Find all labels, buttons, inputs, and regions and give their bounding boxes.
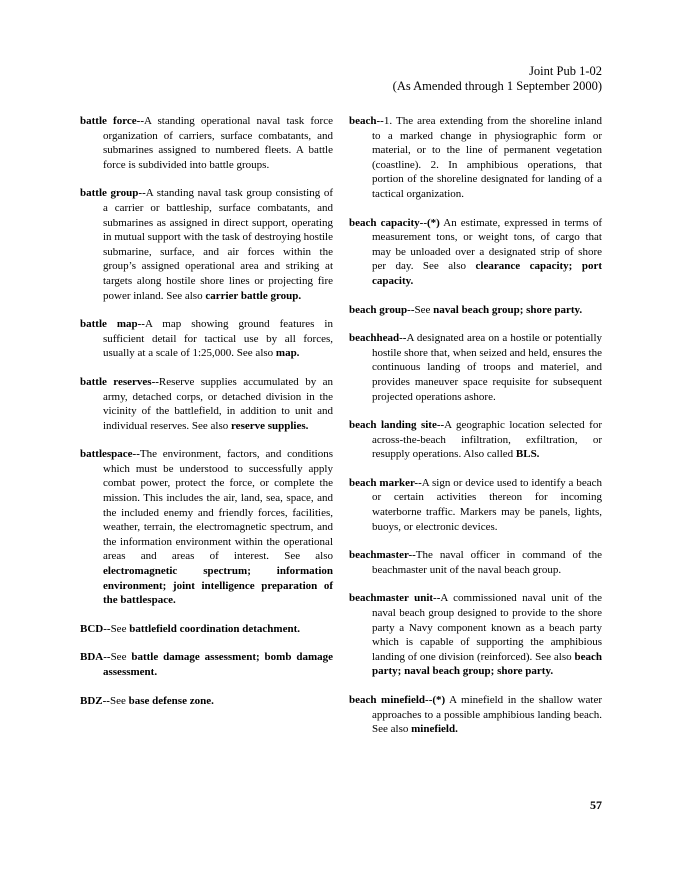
- entry-definition-text: 1. The area extending from the shoreline inland to a marked change in physiographic form or material, or to the line of permanent vegetation (coastline). 2. In amphibious operations, that portion of the shoreline designated for landing of a tactical organization.: [372, 115, 602, 200]
- entry-definition-text: A sign or device used to identify a beach or certain activities thereon for incoming waterborne traffic. Markers may be panels, lights, buoys, or electronic devices.: [372, 476, 602, 533]
- entry-term: battlespace--: [80, 448, 140, 461]
- entry-definition-text: An estimate, expressed in terms of measurement tons, or weight tons, of cargo that may be unloaded over a designated strip of shore per day. See also: [372, 216, 602, 273]
- glossary-entry: [349, 693, 602, 737]
- glossary-entry: [349, 114, 602, 202]
- glossary-entry: [349, 548, 602, 577]
- entry-term: BCD--: [80, 622, 111, 635]
- entry-term: BDA--: [80, 651, 111, 664]
- glossary-entry: [349, 476, 602, 534]
- entry-term: battle reserves--: [80, 375, 159, 388]
- entry-cross-reference: beach party; naval beach group; shore party.: [372, 650, 602, 678]
- glossary-entry: [349, 331, 602, 404]
- entry-definition-text: A designated area on a hostile or potentially hostile shore that, when seized and held, ensures the continuous landing of troops and materiel, and provides maneuver space requisite for subsequent projected operations ashore.: [372, 332, 602, 403]
- entry-term: battle map--: [80, 318, 145, 331]
- entry-definition-text: Reserve supplies accumulated by an army, detached corps, or detached division in the vicinity of the battlefield, in addition to unit and individual reserves. See also: [103, 375, 334, 432]
- entry-definition-text: A geographic location selected for across-the-beach infiltration, exfiltration, or resupply operations. Also called: [372, 419, 602, 461]
- glossary-entry: [349, 216, 602, 289]
- entry-definition-text: See: [109, 694, 129, 707]
- entry-term: beach group--: [349, 303, 415, 316]
- entry-cross-reference: minefield.: [411, 723, 458, 736]
- glossary-entry: [80, 447, 333, 608]
- entry-definition-text: A standing naval task group consisting of a carrier or battleship, surface combatants, and submarines as assigned in direct support, operating in mutual support with the task of destroying hostile submarine, surface, and air forces within the group’s assigned operational area and striking at targets along hostile shore lines or projecting fire power inland. See also: [103, 187, 333, 302]
- entry-term: battle group--: [80, 187, 146, 200]
- amendment-note: (As Amended through 1 September 2000): [392, 78, 602, 93]
- glossary-entry: [80, 650, 333, 679]
- entry-term: beach--: [349, 115, 384, 127]
- page-number: 57: [590, 798, 602, 812]
- entry-definition-text: See: [414, 303, 434, 316]
- entry-term: beachhead--: [349, 332, 407, 345]
- entry-term: beach minefield--(*): [349, 694, 446, 706]
- entry-definition-text: See: [110, 651, 132, 664]
- entry-definition-text: The naval officer in command of the beachmaster unit of the naval beach group.: [372, 549, 602, 576]
- entry-term: beach landing site--: [349, 419, 445, 432]
- publication-title: Joint Pub 1-02: [529, 64, 602, 78]
- entry-definition-text: A minefield in the shallow water approaches to a possible amphibious landing beach. See also: [372, 694, 602, 736]
- entry-cross-reference: clearance capacity; port capacity.: [372, 260, 602, 287]
- glossary-entry: [80, 317, 333, 361]
- entry-cross-reference: reserve supplies.: [231, 419, 309, 432]
- entry-cross-reference: naval beach group; shore party.: [433, 303, 583, 316]
- glossary-entry: [80, 375, 333, 433]
- glossary-entry: [349, 303, 602, 318]
- entry-cross-reference: BLS.: [515, 448, 540, 461]
- entry-cross-reference: battlefield coordination detachment.: [129, 622, 300, 635]
- entry-cross-reference: base defense zone.: [128, 694, 214, 707]
- entry-cross-reference: carrier battle group.: [205, 289, 302, 302]
- glossary-entry: [80, 186, 333, 303]
- entry-term: beachmaster unit--: [349, 592, 441, 605]
- right-column: [349, 114, 602, 751]
- glossary-entry: [80, 622, 333, 637]
- glossary-entry: [80, 114, 333, 172]
- entry-term: BDZ--: [80, 694, 110, 707]
- entry-term: battle force--: [80, 115, 144, 127]
- entry-definition-text: The environment, factors, and conditions which must be understood to successfully apply combat power, protect the force, or complete the mission. This includes the air, land, sea, space, and the included enemy and friendly forces, facilities, weather, terrain, the electromagnetic spectrum, and the information environment within the operational areas and areas of interest. See also: [103, 448, 333, 563]
- entry-definition-text: A map showing ground features in sufficient detail for tactical use by all forces, usually at a scale of 1:25,000. See also: [103, 318, 333, 360]
- page-header: [393, 64, 602, 93]
- glossary-columns: [80, 114, 602, 751]
- entry-definition-text: See: [110, 622, 130, 635]
- glossary-entry: [349, 418, 602, 462]
- entry-definition-text: A standing operational naval task force organization of carriers, surface combatants, and submarines assigned to numbered fleets. A battle force is subdivided into battle groups.: [103, 115, 333, 171]
- entry-term: beach capacity--(*): [349, 216, 440, 229]
- entry-cross-reference: map.: [275, 347, 300, 360]
- entry-cross-reference: battle damage assessment; bomb damage assessment.: [103, 651, 333, 678]
- entry-cross-reference: electromagnetic spectrum; information environment; joint intelligence preparation of the battlespace.: [103, 565, 333, 607]
- entry-term: beachmaster--: [349, 549, 416, 562]
- entry-term: beach marker--: [349, 476, 422, 489]
- glossary-entry: [80, 694, 333, 709]
- entry-definition-text: A commissioned naval unit of the naval beach group designed to provide to the shore party a Navy component known as a beach party which is capable of supporting the amphibious landing of one division (reinforced). See also: [372, 592, 602, 663]
- glossary-entry: [349, 591, 602, 679]
- left-column: [80, 114, 333, 751]
